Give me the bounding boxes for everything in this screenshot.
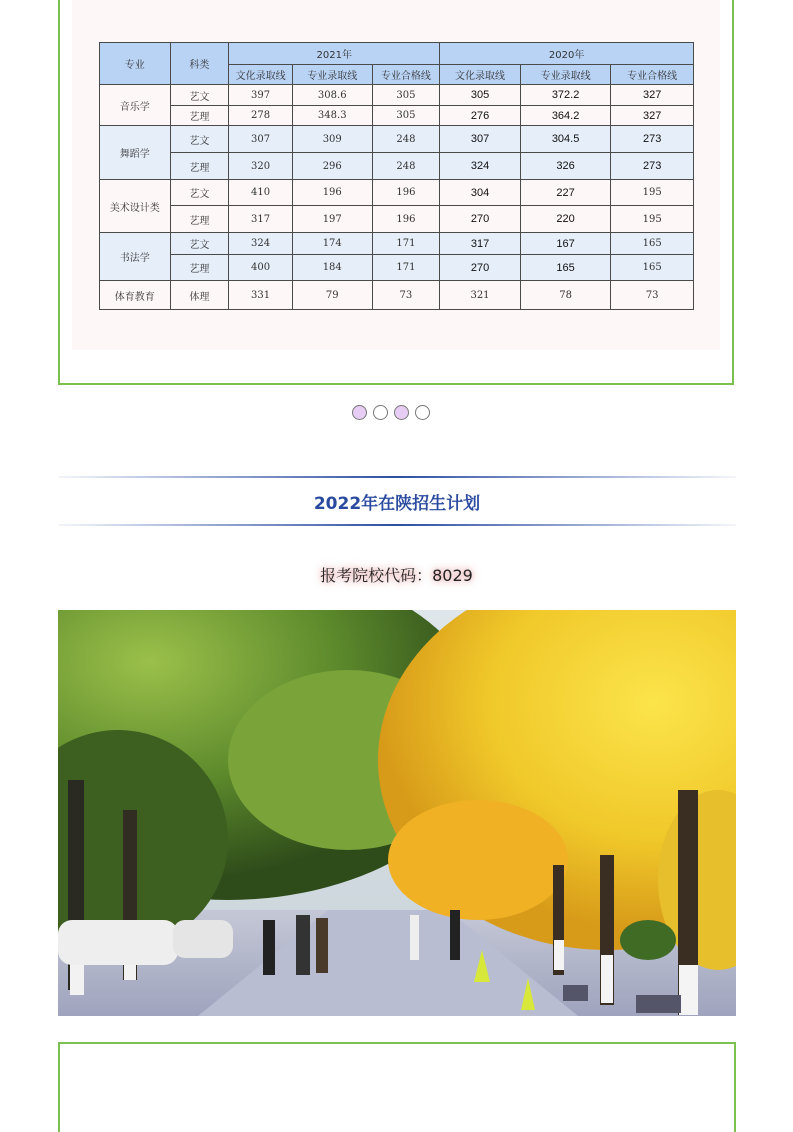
major-cell: 舞蹈学 (100, 126, 171, 180)
score-cell: 410 (229, 180, 293, 206)
score-cell: 305 (372, 106, 440, 126)
score-cell: 195 (611, 206, 694, 233)
score-cell: 317 (229, 206, 293, 233)
score-cell: 324 (229, 233, 293, 255)
score-cell: 364.2 (520, 106, 611, 126)
major-cell: 美术设计类 (100, 180, 171, 233)
score-cell: 296 (292, 153, 372, 180)
header-pass-line-2020: 专业合格线 (611, 65, 694, 85)
score-cell: 167 (520, 233, 611, 255)
section-title: 2022年在陕招生计划 (313, 494, 481, 514)
score-cell: 305 (440, 85, 521, 106)
score-cell: 171 (372, 255, 440, 281)
score-cell: 326 (520, 153, 611, 180)
score-cell: 184 (292, 255, 372, 281)
table-row (100, 206, 694, 233)
title-bottom-rule (58, 524, 736, 526)
score-cell: 305 (372, 85, 440, 106)
table-row (100, 281, 694, 310)
score-cell: 278 (229, 106, 293, 126)
score-cell: 196 (372, 180, 440, 206)
score-cell: 248 (372, 153, 440, 180)
header-category: 科类 (170, 43, 229, 85)
score-cell: 324 (440, 153, 521, 180)
score-cell: 321 (440, 281, 521, 310)
category-cell: 艺理 (170, 206, 229, 233)
score-cell: 270 (440, 255, 521, 281)
header-major-line-2021: 专业录取线 (292, 65, 372, 85)
score-cell: 309 (292, 126, 372, 153)
score-cell: 372.2 (520, 85, 611, 106)
carousel-dot-4[interactable] (415, 405, 430, 420)
campus-avenue-image (58, 610, 736, 1016)
header-culture-line-2021: 文化录取线 (229, 65, 293, 85)
table-row (100, 180, 694, 206)
category-cell: 艺理 (170, 106, 229, 126)
category-cell: 艺文 (170, 233, 229, 255)
header-major: 专业 (100, 43, 171, 85)
score-cell: 304.5 (520, 126, 611, 153)
category-cell: 艺文 (170, 85, 229, 106)
carousel-dot-2[interactable] (373, 405, 388, 420)
major-cell: 体育教育 (100, 281, 171, 310)
score-cell: 320 (229, 153, 293, 180)
score-cell: 397 (229, 85, 293, 106)
score-cell: 276 (440, 106, 521, 126)
score-cell: 327 (611, 85, 694, 106)
header-culture-line-2020: 文化录取线 (440, 65, 521, 85)
score-cell: 400 (229, 255, 293, 281)
content-frame-bottom (58, 1042, 736, 1132)
category-cell: 艺理 (170, 153, 229, 180)
score-cell: 273 (611, 153, 694, 180)
score-cell: 165 (520, 255, 611, 281)
score-cell: 348.3 (292, 106, 372, 126)
header-year-2021: 2021年 (229, 43, 440, 65)
table-row (100, 126, 694, 153)
score-cell: 304 (440, 180, 521, 206)
category-cell: 艺理 (170, 255, 229, 281)
carousel-dot-1[interactable] (352, 405, 367, 420)
header-pass-line-2021: 专业合格线 (372, 65, 440, 85)
score-cell: 248 (372, 126, 440, 153)
title-top-rule (58, 476, 736, 478)
score-cell: 196 (372, 206, 440, 233)
score-cell: 273 (611, 126, 694, 153)
school-code-text: 报考院校代码：8029 (320, 566, 473, 585)
category-cell: 体理 (170, 281, 229, 310)
score-cell: 331 (229, 281, 293, 310)
major-cell: 书法学 (100, 233, 171, 281)
score-cell: 307 (229, 126, 293, 153)
score-cell: 308.6 (292, 85, 372, 106)
admission-score-table (99, 42, 694, 310)
table-row (100, 233, 694, 255)
score-cell: 196 (292, 180, 372, 206)
table-row (100, 255, 694, 281)
score-cell: 327 (611, 106, 694, 126)
table-row (100, 153, 694, 180)
header-major-line-2020: 专业录取线 (520, 65, 611, 85)
table-row (100, 85, 694, 106)
score-cell: 171 (372, 233, 440, 255)
score-cell: 73 (372, 281, 440, 310)
carousel-indicator (352, 405, 430, 420)
score-cell: 174 (292, 233, 372, 255)
header-year-2020: 2020年 (440, 43, 694, 65)
score-cell: 220 (520, 206, 611, 233)
category-cell: 艺文 (170, 180, 229, 206)
category-cell: 艺文 (170, 126, 229, 153)
score-cell: 165 (611, 255, 694, 281)
score-cell: 227 (520, 180, 611, 206)
score-cell: 165 (611, 233, 694, 255)
score-cell: 270 (440, 206, 521, 233)
carousel-dot-3[interactable] (394, 405, 409, 420)
score-cell: 73 (611, 281, 694, 310)
score-cell: 79 (292, 281, 372, 310)
campus-photo (58, 610, 736, 1016)
score-cell: 317 (440, 233, 521, 255)
table-row (100, 106, 694, 126)
major-cell: 音乐学 (100, 85, 171, 126)
score-cell: 307 (440, 126, 521, 153)
score-cell: 197 (292, 206, 372, 233)
score-cell: 78 (520, 281, 611, 310)
score-cell: 195 (611, 180, 694, 206)
